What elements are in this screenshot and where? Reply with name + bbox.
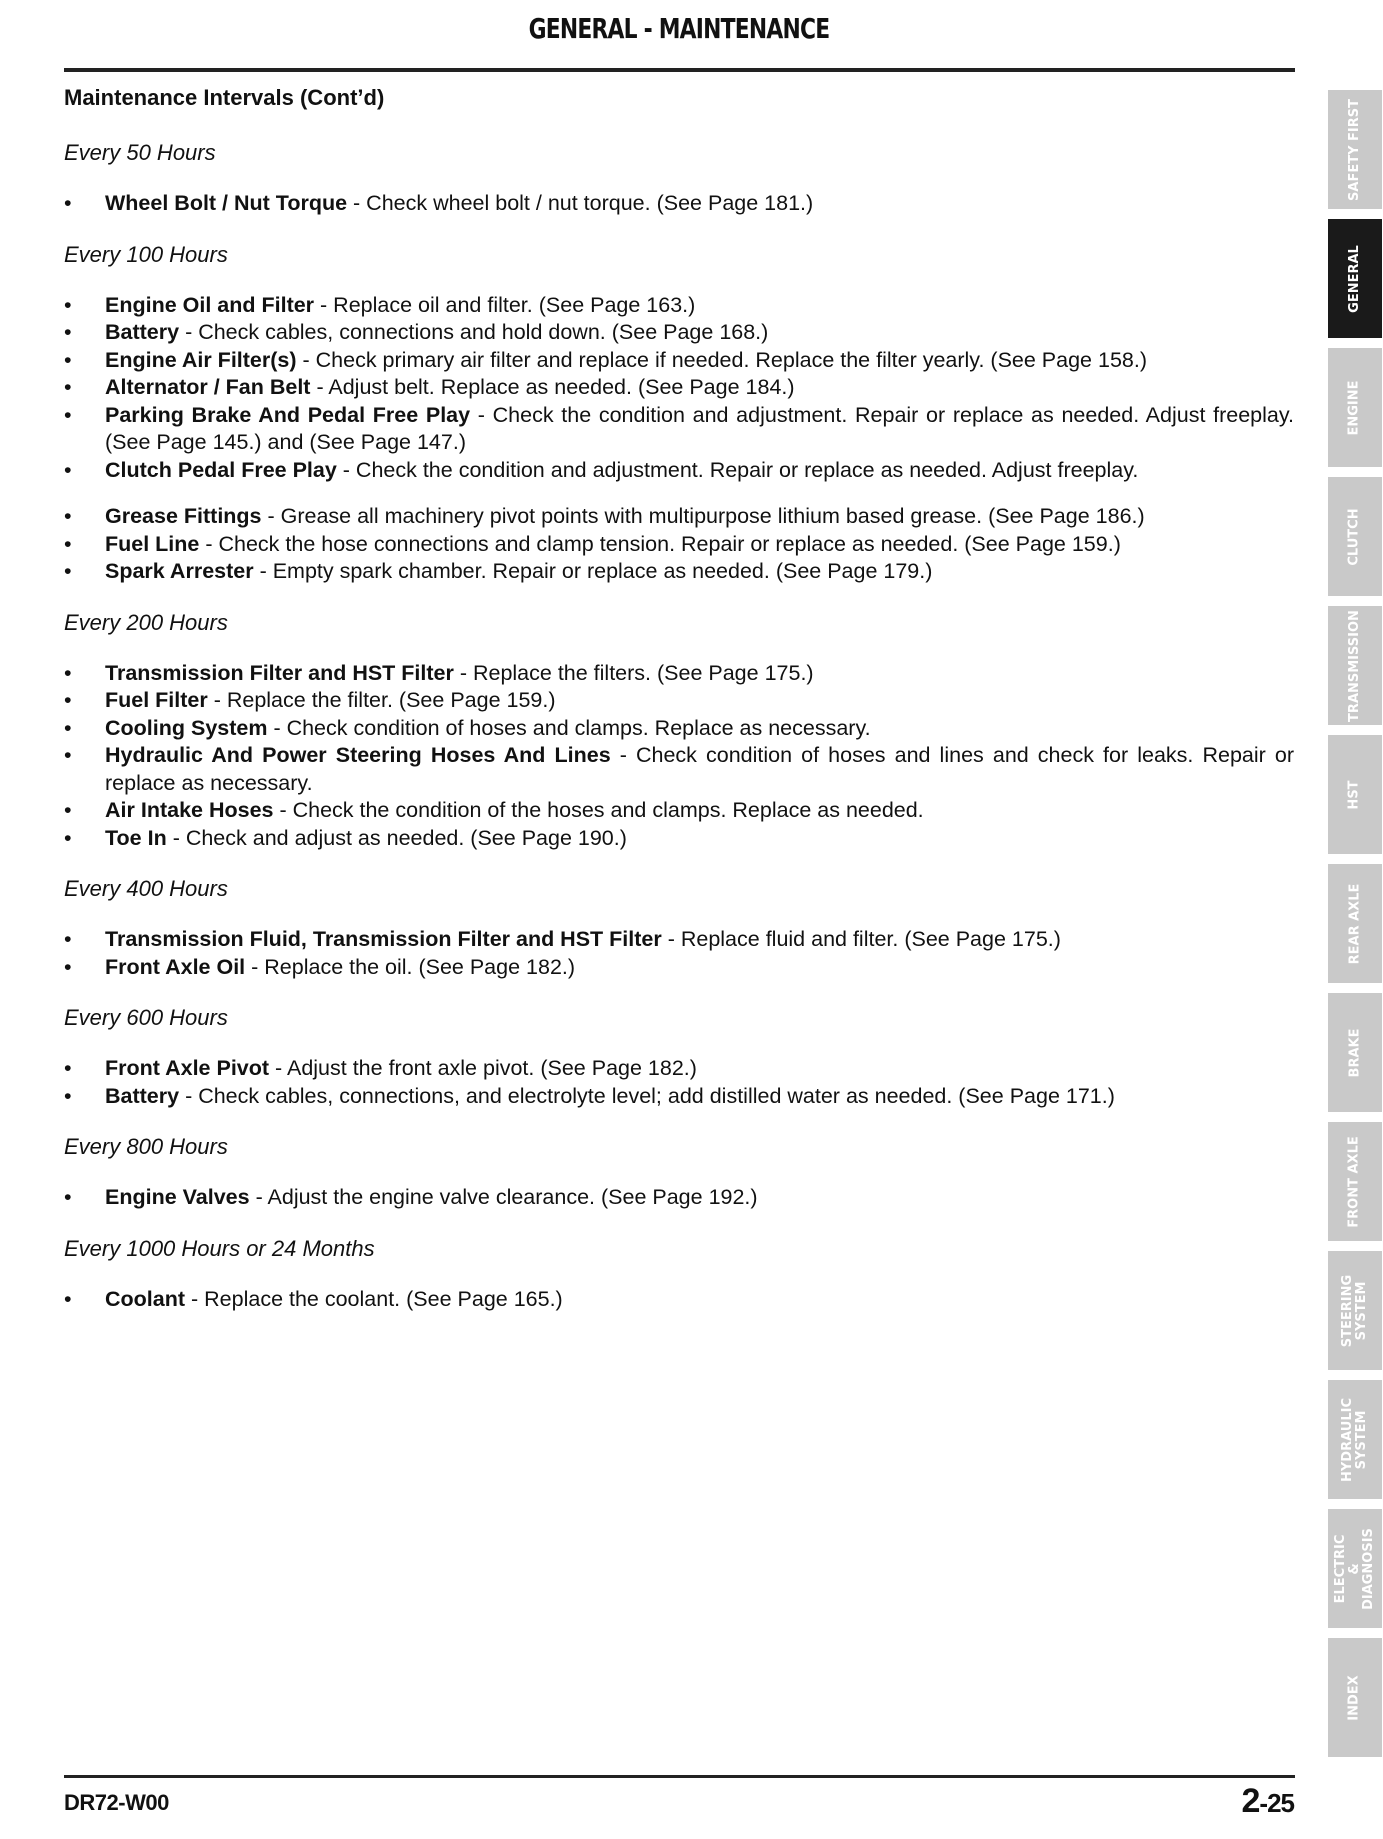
tab-label: TRANSMISSION bbox=[1347, 609, 1362, 722]
item-description: - Check the hose connections and clamp tension. Repair or replace as needed. (See Page 159.) bbox=[199, 531, 1121, 556]
bullet-icon: • bbox=[64, 347, 72, 372]
maintenance-item bbox=[64, 1184, 1294, 1212]
maintenance-item bbox=[64, 954, 1294, 982]
item-description: - Check the condition and adjustment. Repair or replace as needed. Adjust freeplay. bbox=[336, 457, 1139, 482]
item-description: - Check cables, connections, and electrolyte level; add distilled water as needed. (See Page 171.) bbox=[179, 1083, 1115, 1108]
item-description: - Check the condition of the hoses and clamps. Replace as needed. bbox=[273, 798, 924, 822]
item-name: Battery bbox=[105, 1083, 180, 1108]
item-name: Grease Fittings bbox=[105, 504, 262, 528]
tab-label: ENGINE bbox=[1347, 379, 1362, 436]
maintenance-item bbox=[64, 715, 1294, 743]
maintenance-list bbox=[64, 660, 1294, 853]
tab-front-axle[interactable] bbox=[1328, 1122, 1382, 1241]
maintenance-item bbox=[64, 190, 1294, 218]
bullet-icon: • bbox=[64, 927, 72, 951]
footer-rule bbox=[64, 1775, 1295, 1778]
maintenance-item bbox=[64, 558, 1294, 586]
item-name: Toe In bbox=[105, 825, 167, 850]
tab-clutch[interactable] bbox=[1328, 477, 1382, 596]
tab-label: HYDRAULIC SYSTEM bbox=[1340, 1397, 1370, 1482]
interval-heading: Every 600 Hours bbox=[64, 1005, 228, 1030]
bullet-icon: • bbox=[64, 798, 72, 822]
bullet-icon: • bbox=[64, 504, 72, 528]
item-name: Alternator / Fan Belt bbox=[105, 375, 311, 399]
bullet-icon: • bbox=[64, 320, 72, 344]
bullet-icon: • bbox=[64, 292, 72, 317]
bullet-icon: • bbox=[64, 1056, 72, 1080]
page-number bbox=[1241, 1782, 1294, 1821]
interval-heading: Every 100 Hours bbox=[64, 241, 228, 267]
page-header-title: GENERAL - MAINTENANCE bbox=[528, 12, 830, 45]
maintenance-list bbox=[64, 1055, 1294, 1110]
tab-rear-axle[interactable] bbox=[1328, 864, 1382, 983]
item-name: Coolant bbox=[105, 1286, 186, 1311]
tab-brake[interactable] bbox=[1328, 993, 1382, 1112]
bullet-icon: • bbox=[64, 660, 72, 685]
tab-engine[interactable] bbox=[1328, 348, 1382, 467]
bullet-icon: • bbox=[64, 457, 72, 482]
maintenance-item bbox=[64, 1055, 1294, 1083]
tab-electric-diagnosis[interactable] bbox=[1328, 1509, 1382, 1628]
maintenance-list bbox=[64, 1286, 1294, 1314]
tab-label: FRONT AXLE bbox=[1347, 1135, 1362, 1228]
item-description: - Check primary air filter and replace if needed. Replace the filter yearly. (See Page 158.) bbox=[296, 347, 1147, 372]
maintenance-item bbox=[64, 319, 1294, 347]
interval-list bbox=[64, 135, 1294, 1313]
bullet-icon: • bbox=[64, 1083, 72, 1108]
item-description: - Check wheel bolt / nut torque. (See Page 181.) bbox=[347, 191, 814, 215]
item-description: - Replace the filter. (See Page 159.) bbox=[207, 688, 556, 712]
item-description: - Adjust belt. Replace as needed. (See Page 184.) bbox=[310, 375, 795, 399]
bullet-icon: • bbox=[64, 743, 72, 767]
bullet-icon: • bbox=[64, 688, 72, 712]
maintenance-item bbox=[64, 825, 1294, 853]
item-name: Transmission Filter and HST Filter bbox=[105, 660, 454, 685]
tab-label: ELECTRIC & DIAGNOSIS bbox=[1333, 1527, 1377, 1610]
item-description: - Replace the filters. (See Page 175.) bbox=[453, 660, 814, 685]
item-name: Transmission Fluid, Transmission Filter and HST Filter bbox=[105, 927, 662, 951]
item-name: Engine Valves bbox=[105, 1185, 250, 1209]
interval-heading: Every 400 Hours bbox=[64, 876, 228, 901]
item-name: Hydraulic And Power Steering Hoses And Lines bbox=[105, 743, 611, 767]
tab-transmission[interactable] bbox=[1328, 606, 1382, 725]
tab-label: HST bbox=[1347, 779, 1362, 810]
maintenance-item bbox=[64, 503, 1294, 531]
tab-label: INDEX bbox=[1346, 1674, 1362, 1721]
interval-heading: Every 50 Hours bbox=[64, 140, 216, 165]
item-description: - Check condition of hoses and clamps. Replace as necessary. bbox=[267, 715, 871, 740]
item-name: Clutch Pedal Free Play bbox=[105, 457, 337, 482]
tab-hst[interactable] bbox=[1328, 735, 1382, 854]
tab-general[interactable] bbox=[1328, 219, 1382, 338]
item-description: - Replace the coolant. (See Page 165.) bbox=[185, 1286, 563, 1311]
tab-steering-system[interactable] bbox=[1328, 1251, 1382, 1370]
item-description: - Check cables, connections and hold down. (See Page 168.) bbox=[179, 320, 769, 344]
maintenance-item bbox=[64, 531, 1294, 559]
main-content bbox=[64, 80, 1294, 1332]
maintenance-item bbox=[64, 402, 1294, 457]
interval-heading: Every 200 Hours bbox=[64, 609, 228, 635]
maintenance-list bbox=[64, 1184, 1294, 1212]
maintenance-list bbox=[64, 926, 1294, 981]
maintenance-item bbox=[64, 347, 1294, 375]
tab-index[interactable] bbox=[1328, 1638, 1382, 1757]
item-description: - Adjust the engine valve clearance. (See Page 192.) bbox=[249, 1185, 758, 1209]
item-name: Front Axle Oil bbox=[105, 954, 246, 979]
interval-heading: Every 800 Hours bbox=[64, 1134, 228, 1159]
item-name: Fuel Line bbox=[105, 531, 200, 556]
bullet-icon: • bbox=[64, 1286, 72, 1311]
item-description: - Check and adjust as needed. (See Page 190.) bbox=[166, 825, 627, 850]
item-name: Engine Oil and Filter bbox=[105, 292, 315, 317]
item-description: - Check the condition and adjustment. Repair or replace as needed. Adjust freeplay. (See Page 145.) and (See Page 147.) bbox=[105, 402, 1294, 454]
maintenance-item bbox=[64, 457, 1294, 485]
item-name: Spark Arrester bbox=[105, 559, 254, 583]
page-index: 25 bbox=[1267, 1788, 1294, 1818]
bullet-icon: • bbox=[64, 1185, 72, 1209]
item-name: Air Intake Hoses bbox=[105, 798, 274, 822]
maintenance-item bbox=[64, 1083, 1294, 1111]
bullet-icon: • bbox=[64, 375, 72, 399]
tab-label: REAR AXLE bbox=[1347, 883, 1362, 964]
maintenance-list bbox=[64, 292, 1294, 485]
maintenance-list bbox=[64, 190, 1294, 218]
bullet-icon: • bbox=[64, 402, 72, 427]
tab-label: BRAKE bbox=[1347, 1028, 1362, 1077]
item-name: Parking Brake And Pedal Free Play bbox=[105, 402, 471, 427]
item-description: - Replace fluid and filter. (See Page 175.) bbox=[661, 927, 1061, 951]
item-description: - Replace oil and filter. (See Page 163.) bbox=[314, 292, 696, 317]
page-section: 2 bbox=[1241, 1782, 1260, 1820]
item-description: - Replace the oil. (See Page 182.) bbox=[245, 954, 576, 979]
item-description: - Grease all machinery pivot points with multipurpose lithium based grease. (See Page 186.) bbox=[261, 504, 1145, 528]
bullet-icon: • bbox=[64, 954, 72, 979]
maintenance-item bbox=[64, 1286, 1294, 1314]
item-name: Cooling System bbox=[105, 715, 268, 740]
maintenance-list bbox=[64, 503, 1294, 586]
bullet-icon: • bbox=[64, 531, 72, 556]
maintenance-item bbox=[64, 926, 1294, 954]
item-name: Fuel Filter bbox=[105, 688, 208, 712]
interval-heading: Every 1000 Hours or 24 Months bbox=[64, 1235, 375, 1261]
tab-label: GENERAL bbox=[1347, 244, 1363, 313]
maintenance-item bbox=[64, 660, 1294, 688]
item-description: - Check condition of hoses and lines and check for leaks. Repair or replace as necessary. bbox=[105, 743, 1294, 795]
item-name: Engine Air Filter(s) bbox=[105, 347, 297, 372]
maintenance-item bbox=[64, 797, 1294, 825]
item-name: Front Axle Pivot bbox=[105, 1056, 270, 1080]
item-name: Battery bbox=[105, 320, 180, 344]
tab-safety-first[interactable] bbox=[1328, 90, 1382, 209]
bullet-icon: • bbox=[64, 715, 72, 740]
item-description: - Empty spark chamber. Repair or replace as needed. (See Page 179.) bbox=[253, 559, 933, 583]
header-rule bbox=[64, 68, 1295, 72]
tab-label: SAFETY FIRST bbox=[1347, 98, 1363, 201]
maintenance-item bbox=[64, 742, 1294, 797]
bullet-icon: • bbox=[64, 825, 72, 850]
bullet-icon: • bbox=[64, 191, 72, 215]
item-name: Wheel Bolt / Nut Torque bbox=[105, 191, 348, 215]
bullet-icon: • bbox=[64, 559, 72, 583]
model-code: DR72-W00 bbox=[64, 1790, 169, 1815]
tab-label: CLUTCH bbox=[1347, 507, 1362, 566]
tab-label: STEERING SYSTEM bbox=[1340, 1274, 1370, 1347]
section-title: Maintenance Intervals (Cont’d) bbox=[64, 85, 385, 110]
item-description: - Adjust the front axle pivot. (See Page 182.) bbox=[269, 1056, 697, 1080]
maintenance-item bbox=[64, 687, 1294, 715]
page-separator: - bbox=[1259, 1788, 1268, 1818]
tab-hydraulic-system[interactable] bbox=[1328, 1380, 1382, 1499]
maintenance-item bbox=[64, 292, 1294, 320]
maintenance-item bbox=[64, 374, 1294, 402]
